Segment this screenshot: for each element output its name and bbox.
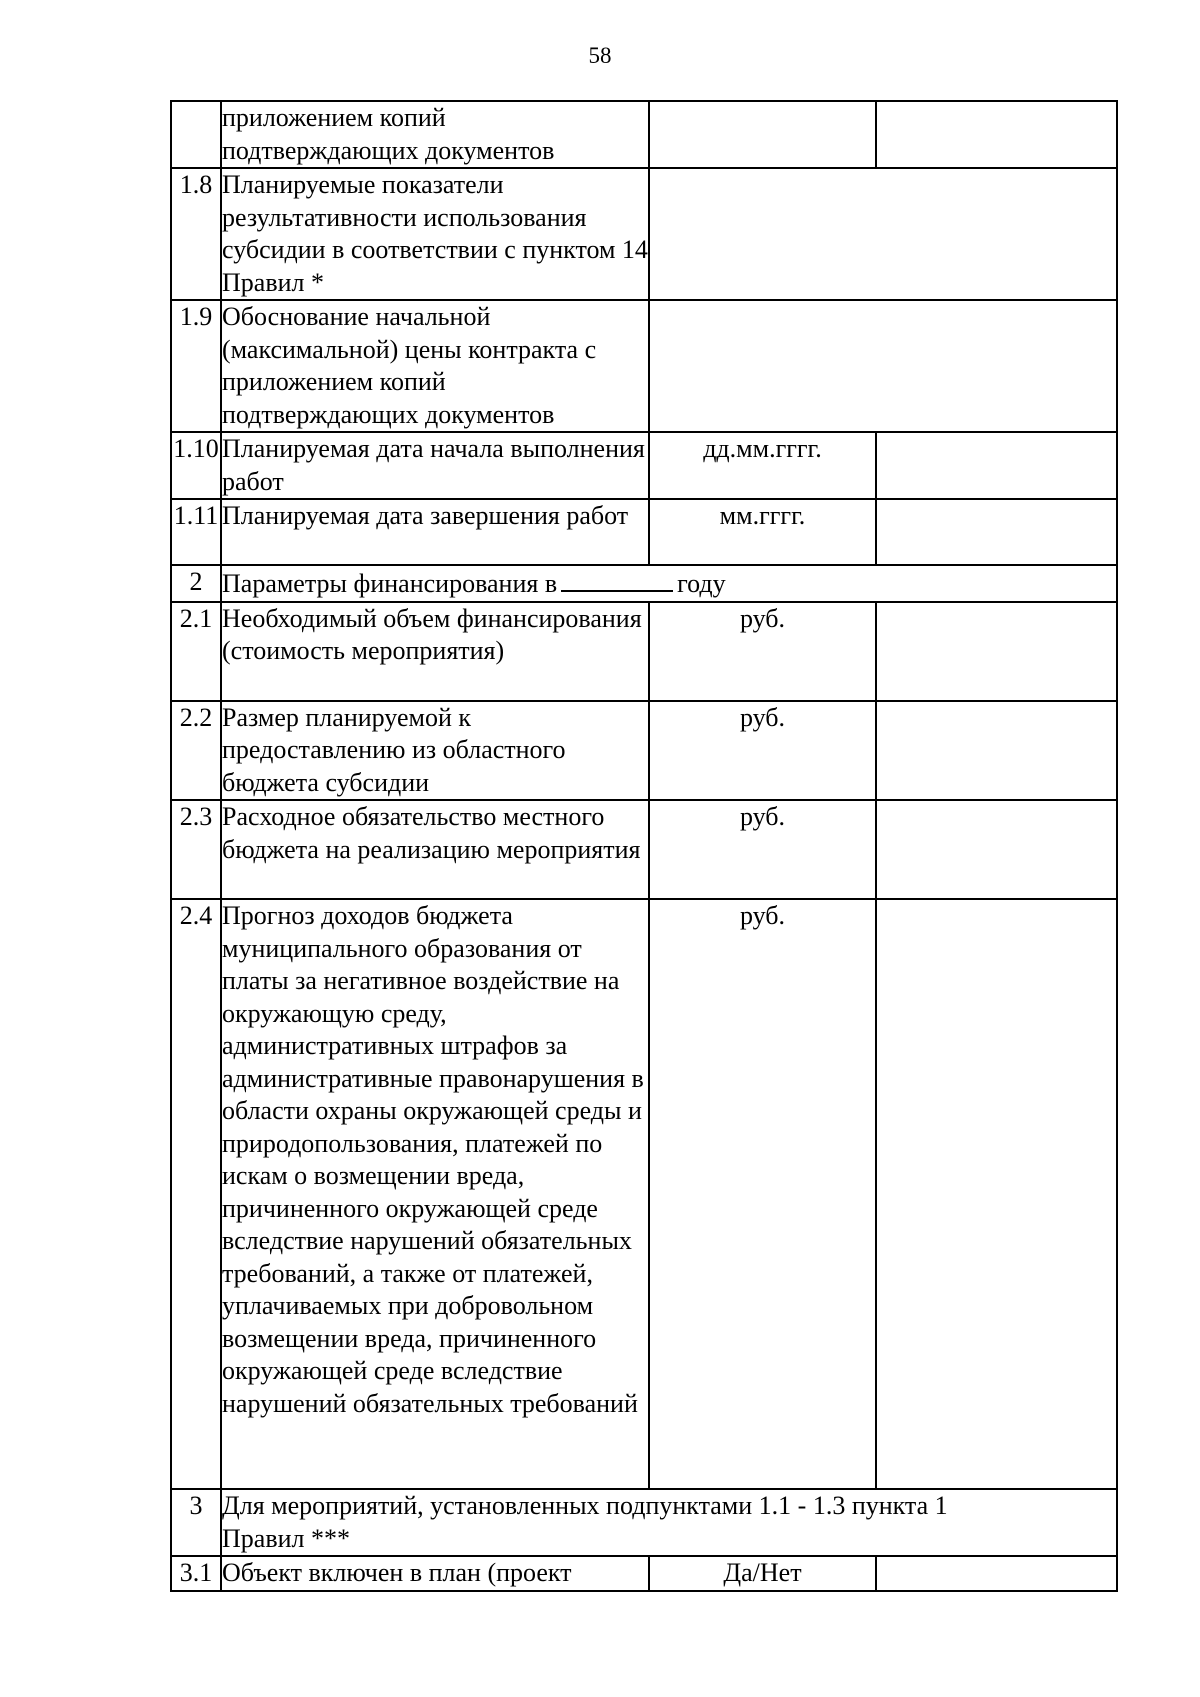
table-row xyxy=(171,1489,1117,1556)
section-heading xyxy=(221,1489,1117,1556)
table-row xyxy=(171,565,1117,602)
row-unit: руб. xyxy=(649,899,876,1489)
table-row xyxy=(171,168,1117,300)
row-value-cell xyxy=(876,101,1117,168)
row-number: 3.1 xyxy=(171,1556,221,1591)
row-unit: руб. xyxy=(649,800,876,899)
row-description: Прогноз доходов бюджета муниципального образования от платы за негативное воздействие на окружающую среду, административных штрафов за административные правонарушения в области охраны окружающей среды и природопользования, платежей по искам о возмещении вреда, причиненного окружающей среде вследствие нарушений обязательных требований, а также от платежей, уплачиваемых при добровольном возмещении вреда, причиненного окружающей среде вследствие нарушений обязательных требований xyxy=(221,899,649,1489)
table-row xyxy=(171,1556,1117,1591)
row-number: 1.9 xyxy=(171,300,221,432)
table-row xyxy=(171,101,1117,168)
row-number: 2 xyxy=(171,565,221,602)
row-value-cell xyxy=(876,499,1117,565)
row-number: 3 xyxy=(171,1489,221,1556)
table-row xyxy=(171,300,1117,432)
row-unit: руб. xyxy=(649,701,876,801)
row-description: Обоснование начальной (максимальной) цены контракта с приложением копий подтверждающих документов xyxy=(221,300,649,432)
row-description: Расходное обязательство местного бюджета на реализацию мероприятия xyxy=(221,800,649,899)
row-value-cell xyxy=(876,701,1117,801)
row-number: 1.11 xyxy=(171,499,221,565)
row-description: Планируемая дата завершения работ xyxy=(221,499,649,565)
row-description: Размер планируемой к предоставлению из областного бюджета субсидии xyxy=(221,701,649,801)
section-heading-line: Правил *** xyxy=(222,1523,350,1553)
row-description: Объект включен в план (проект xyxy=(221,1556,649,1591)
row-number: 1.8 xyxy=(171,168,221,300)
table-row xyxy=(171,899,1117,1489)
row-value-cell xyxy=(876,800,1117,899)
subsidy-application-table xyxy=(170,100,1118,1592)
row-description: Планируемая дата начала выполнения работ xyxy=(221,432,649,499)
row-value-cell xyxy=(876,432,1117,499)
row-description: Необходимый объем финансирования (стоимость мероприятия) xyxy=(221,602,649,701)
row-unit xyxy=(649,101,876,168)
table-row xyxy=(171,602,1117,701)
row-value-cell xyxy=(876,1556,1117,1591)
row-value-cell xyxy=(876,899,1117,1489)
year-blank-line xyxy=(561,566,673,592)
row-number: 2.3 xyxy=(171,800,221,899)
row-number: 2.4 xyxy=(171,899,221,1489)
section-heading xyxy=(221,565,1117,602)
row-number: 2.2 xyxy=(171,701,221,801)
row-description: приложением копий подтверждающих документов xyxy=(221,101,649,168)
row-number: 2.1 xyxy=(171,602,221,701)
row-number: 1.10 xyxy=(171,432,221,499)
section-heading-text-end: году xyxy=(677,569,726,598)
row-unit: руб. xyxy=(649,602,876,701)
section-heading-text: Параметры финансирования в xyxy=(222,569,558,598)
row-description: Планируемые показатели результативности использования субсидии в соответствии с пунктом 14 Правил * xyxy=(221,168,649,300)
table-row xyxy=(171,800,1117,899)
row-value-cell xyxy=(649,300,1117,432)
table-row xyxy=(171,432,1117,499)
table-row xyxy=(171,701,1117,801)
row-unit: дд.мм.гггг. xyxy=(649,432,876,499)
row-value-cell xyxy=(649,168,1117,300)
row-unit: мм.гггг. xyxy=(649,499,876,565)
table-row xyxy=(171,499,1117,565)
row-unit: Да/Нет xyxy=(649,1556,876,1591)
page-number: 58 xyxy=(588,43,612,68)
section-heading-line: Для мероприятий, установленных подпунктами 1.1 - 1.3 пункта 1 xyxy=(222,1491,948,1520)
row-value-cell xyxy=(876,602,1117,701)
row-number xyxy=(171,101,221,168)
